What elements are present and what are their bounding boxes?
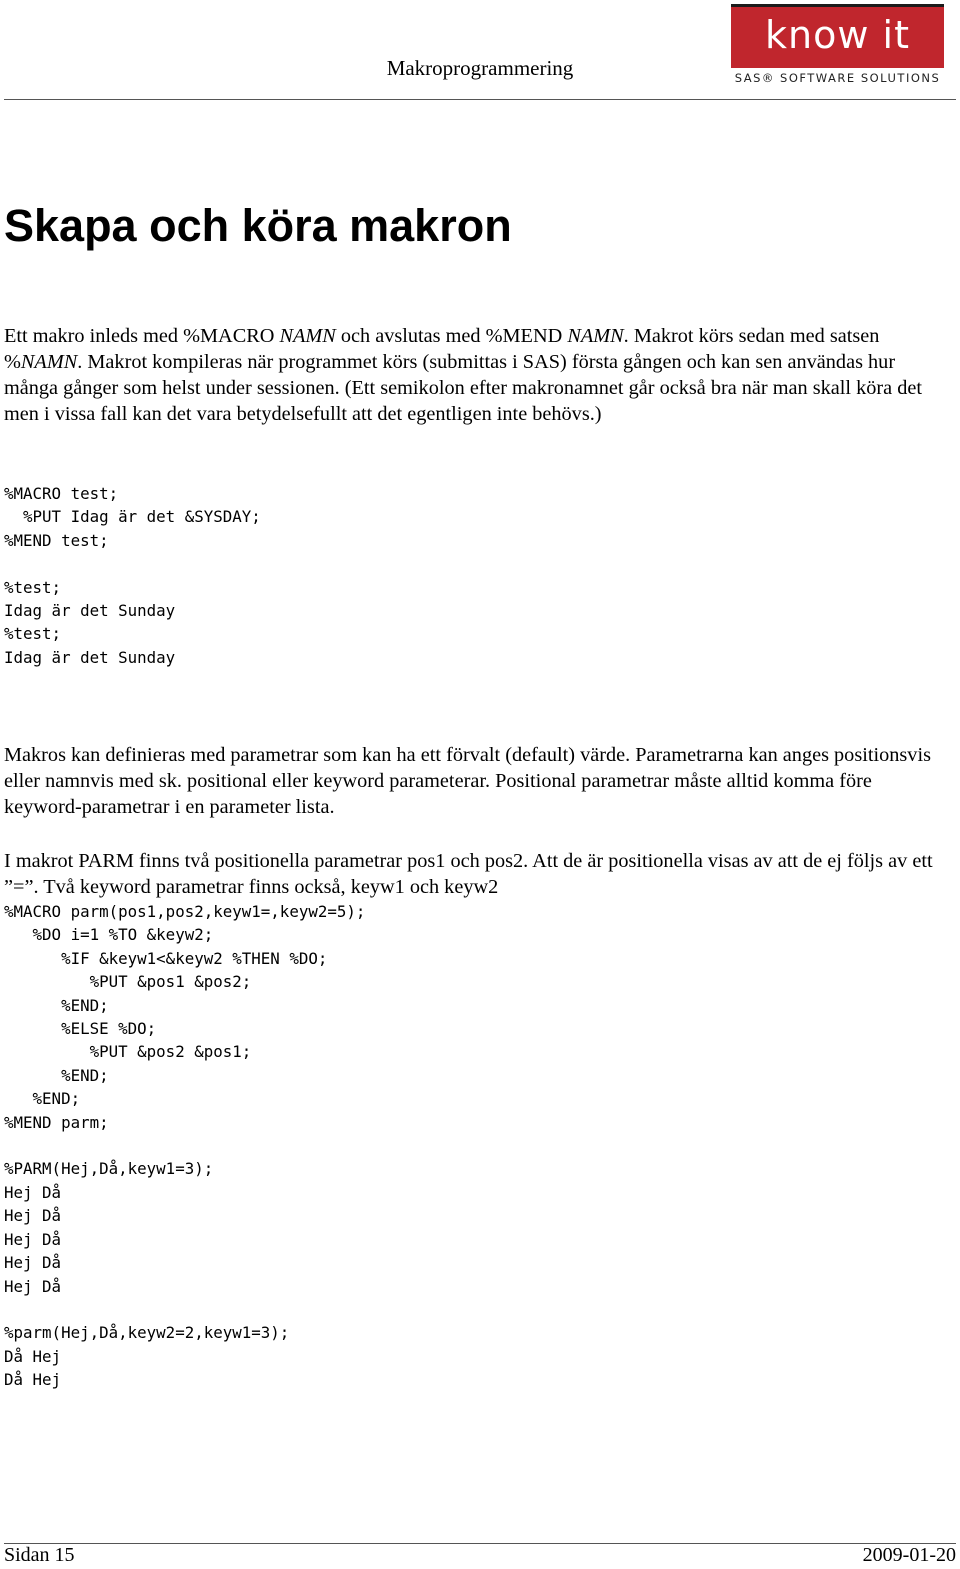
logo-box [731, 4, 944, 68]
code-example-test: %MACRO test; %PUT Idag är det &SYSDAY; %MEND test; %test; Idag är det Sunday %test; Idag är det Sunday [4, 484, 261, 667]
page-number: Sidan 15 [4, 1544, 75, 1566]
footer-date: 2009-01-20 [862, 1544, 956, 1566]
company-logo [731, 4, 944, 88]
code-example-parm: %MACRO parm(pos1,pos2,keyw1=,keyw2=5); %DO i=1 %TO &keyw2; %IF &keyw1<&keyw2 %THEN %DO; %PUT &pos1 &pos2; %END; %ELSE %DO; %PUT &pos2 &pos1; %END; %END; %MEND parm; %PARM(Hej,Då,keyw1=3); Hej Då Hej Då Hej Då Hej Då Hej Då %parm(Hej,Då,keyw2=2,keyw1=3); Då Hej Då Hej [4, 902, 366, 1390]
parm-paragraph: I makrot PARM finns två positionella parametrar pos1 och pos2. Att de är positionella visas av att de ej följs av ett ”=”. Två keyword parametrar finns också, keyw1 och keyw2 [4, 850, 933, 898]
section-heading: Skapa och köra makron [4, 200, 512, 251]
logo-tagline: SAS® SOFTWARE SOLUTIONS [734, 71, 941, 85]
parameters-paragraph: Makros kan definieras med parametrar som kan ha ett förvalt (default) värde. Parametrarna kan anges positionsvis eller namnvis med sk. positional eller keyword parameterar. Positional parametrar måste alltid komma före keyword-parametrar i en parameter lista. [4, 744, 931, 818]
logo-wordmark: know it [765, 13, 910, 57]
intro-paragraph: Ett makro inleds med %MACRO NAMN och avslutas med %MEND NAMN. Makrot körs sedan med satsen %NAMN. Makrot kompileras när programmet körs (submittas i SAS) första gången och kan sen användas hur många gånger som helst under sessionen. (Ett semikolon efter makronamnet går också bra när man skall köra det men i vissa fall kan det vara betydelsefullt att det egentligen inte behövs.) [4, 325, 923, 425]
running-header-title: Makroprogrammering [386, 56, 574, 80]
header-divider [4, 99, 956, 100]
footer-divider [4, 1543, 956, 1544]
